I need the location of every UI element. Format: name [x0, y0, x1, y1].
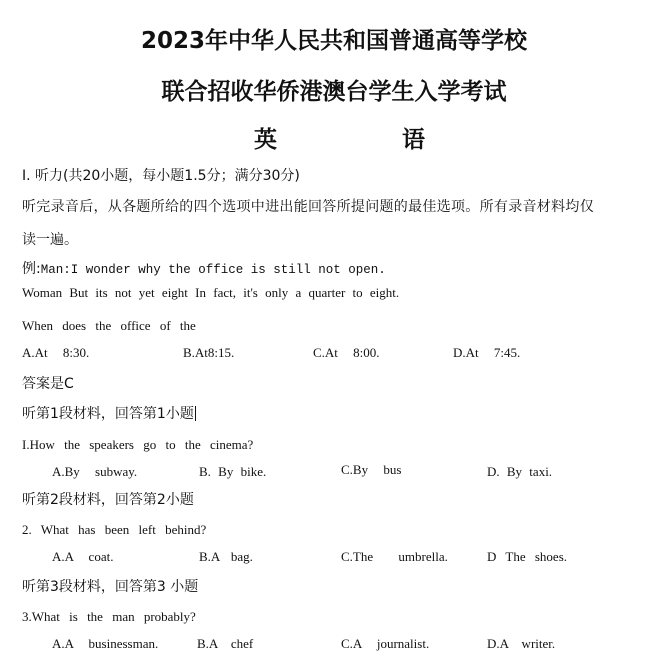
example-option-d: D.At 7:45. [453, 345, 521, 360]
example-dialogue-woman: Woman But its not yet eight In fact, it's only a quarter to eight. [22, 285, 400, 300]
q3-option-c: C.A journalist. [341, 636, 430, 651]
q3-material: 听第3段材料，回答第3 小题 [22, 579, 199, 595]
q1-option-c: C.By bus [341, 462, 402, 477]
q3-question: 3.What is the man probably? [22, 609, 196, 624]
section-heading: I. 听力(共20小题，每小题1.5分；满分30分) [22, 168, 300, 184]
q1-question: I.How the speakers go to the cinema? [22, 437, 254, 452]
example-line-1 [22, 258, 386, 278]
q2-material: 听第2段材料，回答第2小题 [22, 492, 194, 508]
subject-char-1: 英 [254, 127, 277, 153]
q1-option-b: B. By bike. [199, 464, 267, 479]
instruction-line-1: 听完录音后，从各题所给的四个选项中进出能回答所提问题的最佳选项。所有录音材料均仅 [22, 199, 594, 215]
q1-option-d: D. By taxi. [487, 464, 553, 479]
exam-title-line2: 联合招收华侨港澳台学生入学考试 [161, 79, 507, 105]
q2-option-a: A.A coat. [52, 549, 114, 564]
text-cursor [195, 406, 196, 421]
q3-option-d: D.A writer. [487, 636, 556, 651]
subject-char-2: 语 [402, 127, 425, 153]
example-question: When does the office of the [22, 318, 196, 333]
q1-material [22, 403, 196, 423]
q3-option-a: A.A businessman. [52, 636, 159, 651]
example-dialogue-man: Man:I wonder why the office is still not open. [40, 263, 386, 277]
q2-option-d: D The shoes. [487, 549, 568, 564]
q1-material-text: 听第1段材料，回答第1小题 [22, 406, 194, 422]
q2-option-c: C.The umbrella. [341, 549, 448, 564]
q3-option-b: B.A chef [197, 636, 254, 651]
example-answer: 答案是C [22, 376, 74, 392]
exam-title-line1: 2023年中华人民共和国普通高等学校 [140, 28, 527, 54]
q2-option-b: B.A bag. [199, 549, 253, 564]
example-option-b: B.At8:15. [183, 345, 235, 360]
q2-question: 2. What has been left behind? [22, 522, 207, 537]
example-option-a: A.At 8:30. [22, 345, 90, 360]
example-prefix: 例: [22, 261, 41, 277]
q1-option-a: A.By subway. [52, 464, 138, 479]
instruction-line-2: 读一遍。 [22, 232, 78, 248]
example-option-c: C.At 8:00. [313, 345, 380, 360]
